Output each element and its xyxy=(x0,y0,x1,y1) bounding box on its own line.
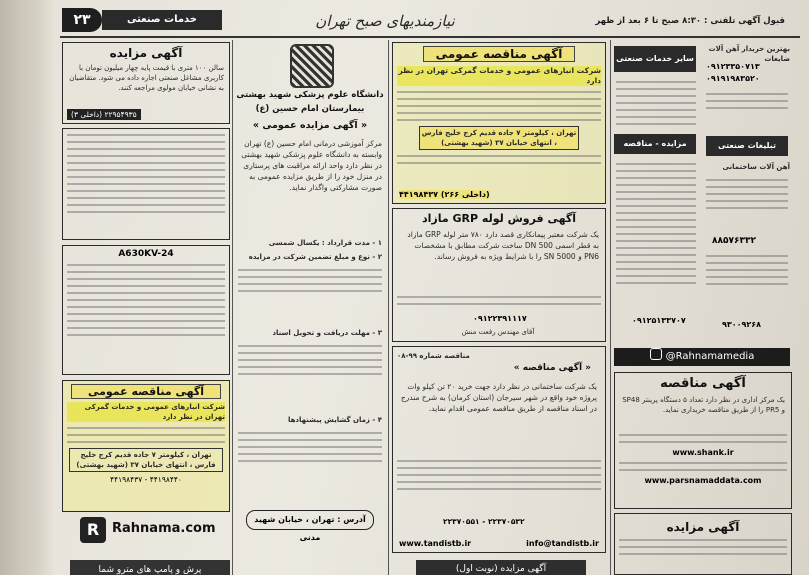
center-column xyxy=(234,40,386,575)
column-divider-1 xyxy=(232,40,233,575)
rahnama-site: Rahnama.com xyxy=(112,521,216,536)
scrap-ad: بهترین خریدار آهن آلات ضایعات xyxy=(708,45,790,63)
header-rule xyxy=(60,36,800,38)
right-tender-site-1[interactable]: www.shank.ir xyxy=(672,448,734,457)
right-col-ads-area xyxy=(612,40,792,345)
steel-ad: آهن آلات ساختمانی xyxy=(722,163,790,171)
instagram-icon xyxy=(650,348,662,360)
auction-ad-phone: ۲۲۹۵۴۹۳۵ (داخلی ۳) xyxy=(67,109,141,120)
auction-ads-left xyxy=(612,158,700,289)
rahnama-media-banner: @Rahnamamedia xyxy=(614,348,790,366)
rahnama-logo-icon: R xyxy=(80,517,106,543)
condition-2: ۲ - نوع و مبلغ تضمین شرکت در مزایده xyxy=(248,253,382,261)
left-column xyxy=(60,40,232,575)
page-number: ۲۳ xyxy=(73,12,91,28)
tender-ad-2-site[interactable]: www.tandistb.ir xyxy=(399,539,472,548)
rahnama-brand xyxy=(80,515,225,545)
condition-4: ۴ - زمان گشایش پیشنهادها xyxy=(287,416,382,424)
product-ad-box xyxy=(62,245,230,375)
tender-ad-org-left: شرکت انبارهای عمومی و خدمات گمرکی تهران در نظر دارد xyxy=(67,402,225,422)
right-tender-site-2[interactable]: www.parsnamaddata.com xyxy=(644,476,762,485)
phone-hours: قبول آگهی تلفنی : ۸:۳۰ صبح تا ۶ بعد از ظهر xyxy=(595,16,785,26)
tender-ad-2-title: « آگهی مناقصه » xyxy=(513,363,591,373)
page-number-badge xyxy=(62,8,102,32)
bottom-banner-left: پرش و پامپ های مترو شما xyxy=(70,560,230,575)
right-auction-ad-box xyxy=(614,513,792,575)
column-divider-3 xyxy=(610,40,611,575)
tender-ad-address-main: تهران ، کیلومتر ۷ جاده قدیم کرج خلیج فارس ، انتهای خیابان ۳۷ (شهید بهشتی) xyxy=(419,126,579,150)
right-tender-ad-text: یک مرکز اداری در نظر دارد تعداد ۵ دستگاه پرینتر SP48 و PR5 را از طریق مناقصه خریداری نماید. xyxy=(622,396,785,414)
grp-pipe-ad-contact: آقای مهندس رفعت منش xyxy=(461,328,535,336)
grp-pipe-ad-text: یک شرکت معتبر پیمانکاری قصد دارد ۷۸۰ متر لوله GRP مازاد به قطر اسمی DN 500 ساخت شرکت مطابق با مشخصات PN6 و SN 5000 را با شرایط ویژه به فروش رساند. xyxy=(407,230,599,261)
tender-ad-2-email[interactable]: info@tandistb.ir xyxy=(526,539,599,548)
conditions-text xyxy=(234,264,386,297)
bottom-banner-center: آگهی مزایده (نوبت اول) xyxy=(416,560,586,575)
grp-pipe-ad-phone: ۰۹۱۲۲۳۹۱۱۱۷ xyxy=(473,314,527,323)
tender-ad-phone-main: ۴۴۱۹۸۴۳۷ (داخلی ۲۶۶) xyxy=(399,190,490,199)
product-code: A630KV-24 xyxy=(118,249,174,259)
center-right-column xyxy=(390,40,608,575)
category-industrial: تبلیغات صنعتی xyxy=(706,136,788,156)
grp-pipe-ad-box xyxy=(392,208,606,342)
tender-ad-phone-left: ۴۴۱۹۸۴۳۷ - ۴۴۱۹۸۴۴۰ xyxy=(110,475,182,484)
classified-block-1 xyxy=(62,128,230,240)
right-ads-lines-3 xyxy=(702,250,792,290)
right-tender-ad-title: آگهی مناقصه xyxy=(660,376,746,391)
tender-ad-box-2 xyxy=(392,346,606,553)
tender-ad-title-main: آگهی مناقصه عمومی xyxy=(423,46,575,62)
column-divider-2 xyxy=(388,40,389,575)
tender-ad-org-main: شرکت انبارهای عمومی و خدمات گمرکی تهران در نظر دارد xyxy=(398,66,601,85)
tender-ad-2-text: یک شرکت ساختمانی در نظر دارد جهت خرید ۲۰ تن کیلو وات پروژه خود واقع در شهر سیرجان (استان کرمان) به شرح مندرج در اسناد مناقصه از طریق مناقصه عمومی اقدام نماید. xyxy=(400,382,597,413)
auction-notice-heading: « آگهی مزایده عمومی » xyxy=(252,120,368,131)
auction-ad-box xyxy=(62,42,230,124)
tender-ad-2-phone: ۲۲۳۷۰۵۵۱ - ۲۲۳۷۰۵۳۲ xyxy=(443,517,525,526)
auction-ad-title: آگهی مزایده xyxy=(109,46,183,60)
condition-1: ۱ - مدت قرارداد : یکسال شمسی xyxy=(268,239,382,247)
university-emblem-icon xyxy=(290,44,334,88)
right-ads-lines-1 xyxy=(702,88,792,114)
page-header xyxy=(0,6,809,36)
category-services: سایر خدمات صنعتی xyxy=(614,46,696,72)
right-tender-ad-box xyxy=(614,372,792,509)
steel-ad-phone: ۸۸۵۷۶۳۳۲ xyxy=(712,236,756,246)
tender-ad-box-left xyxy=(62,380,230,512)
hospital-name: بیمارستان امام حسین (ع) xyxy=(255,104,365,114)
right-column xyxy=(612,40,792,575)
conditions-text-3 xyxy=(234,427,386,467)
right-auction-ad-title: آگهی مزایده xyxy=(666,520,740,534)
section-label: خدمات صنعتی xyxy=(102,10,222,30)
scrap-ad-phone-2: ۰۹۱۹۱۹۸۳۵۲۰ xyxy=(706,74,760,83)
auction-body-text: مرکز آموزشی درمانی امام حسین (ع) تهران وابسته به دانشگاه علوم پزشکی شهید بهشتی در نظر دارد واحد ارائه مراقبت های پرستاری در منزل خود را از طریق مزایده عمومی به صورت مشارکتی واگذار نماید. xyxy=(241,139,382,192)
condition-3: ۳ - مهلت دریافت و تحویل اسناد xyxy=(272,329,382,337)
auction-ad-text: سالن ۱۰۰ متری با قیمت پایه چهار میلیون تومان با کاربری مشاغل صنعتی اجاره داده می شود. متقاضیان به نشانی خیابان مولوی مراجعه کنند. xyxy=(69,64,224,92)
category-auction: مزایده - مناقصه xyxy=(614,134,696,154)
service-ads-left xyxy=(612,76,700,130)
right-ads-lines-2 xyxy=(702,174,792,214)
page-fold-shadow xyxy=(0,0,55,575)
ad-phone-5: ۹۳۰۰۹۲۶۸ xyxy=(722,320,762,329)
tender-ad-title-left: آگهی مناقصه عمومی xyxy=(71,384,221,399)
masthead-logo: نیازمندیهای صبح تهران xyxy=(315,12,455,30)
tender-ad-box-main xyxy=(392,42,606,204)
ad-phone-4: ۰۹۱۲۵۱۳۳۷۰۷ xyxy=(632,316,686,325)
conditions-text-2 xyxy=(234,340,386,380)
tender-ad-address-left: تهران ، کیلومتر ۷ جاده قدیم کرج خلیج فارس ، انتهای خیابان ۳۷ (شهید بهشتی) xyxy=(69,448,223,472)
grp-pipe-ad-title: آگهی فروش لوله GRP مازاد xyxy=(421,212,577,225)
university-name: دانشگاه علوم پزشکی شهید بهشتی xyxy=(236,90,384,100)
tender-number: مناقصه شماره ۹۹-۰۸ xyxy=(397,352,470,360)
scrap-ad-phone-1: ۰۹۱۲۳۳۵۰۷۱۳ xyxy=(706,62,760,71)
hospital-address: آدرس : تهران ، خیابان شهید مدنی xyxy=(246,510,374,530)
